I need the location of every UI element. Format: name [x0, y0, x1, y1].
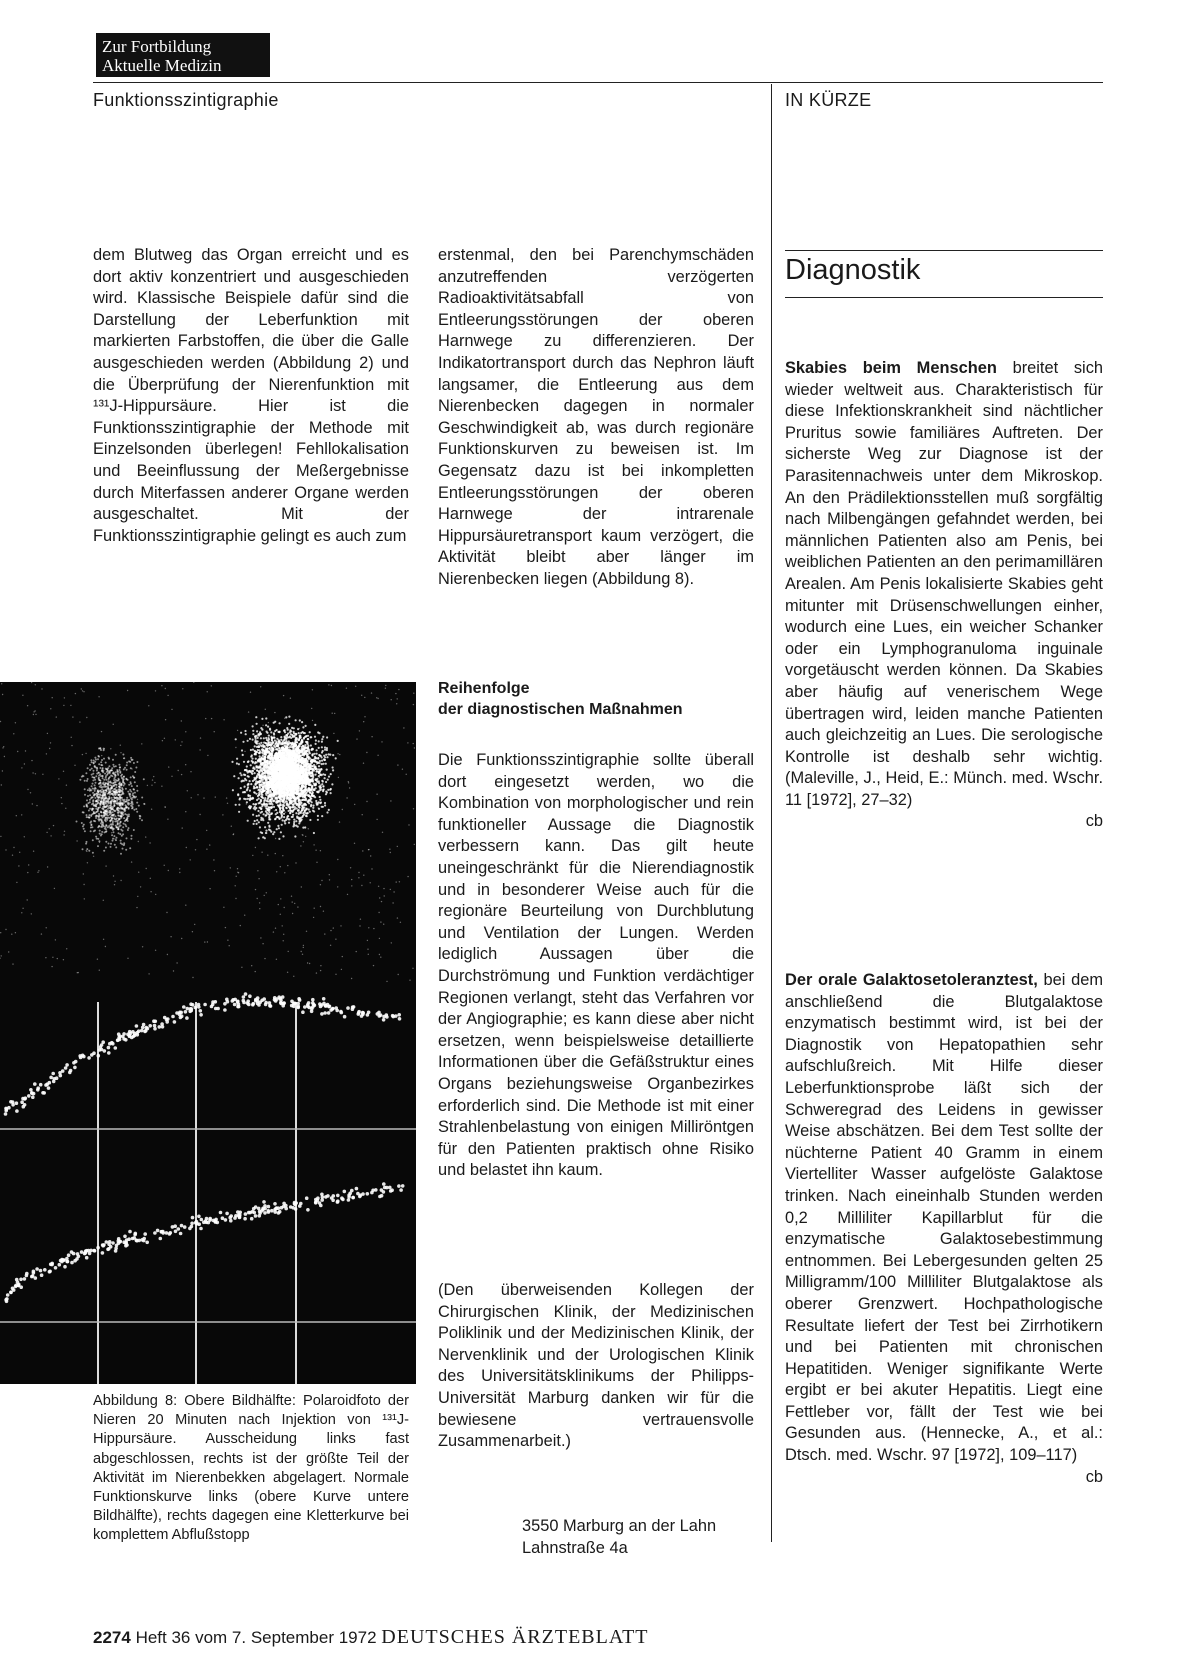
sidebar-heading: Diagnostik [785, 254, 921, 286]
column-2-text [438, 245, 754, 591]
sidebar-divider [771, 84, 772, 1542]
news-item-galactose-lead: Der orale Galaktosetoleranztest, [785, 971, 1038, 989]
column-2-body [438, 750, 754, 1182]
sidebar-heading-rule-bottom [785, 297, 1103, 298]
page-footer [93, 1626, 649, 1649]
news-item-scabies [785, 358, 1103, 833]
subheading-line-2: der diagnostischen Maßnahmen [438, 701, 683, 718]
badge-line-1: Zur Fortbildung [102, 37, 212, 56]
acknowledgement-paragraph: (Den überweisenden Kollegen der Chirurgischen Klinik, der Medizinischen Poliklinik und der Medizinischen Klinik, der Nervenklinik und der Urologischen Klinik des Universitätsklinikums der Philipps-Universität Marburg danken wir für die bewiesene vertrauensvolle Zusammenarbeit.) [438, 1281, 754, 1451]
subheading [438, 678, 754, 720]
section-title: Funktionsszintigraphie [93, 90, 279, 110]
news-item-galactose-text [785, 970, 1103, 1467]
news-item-scabies-body: breitet sich wieder weltweit aus. Charakteristisch für diese Infektionskrankheit sind nächtlicher Pruritus sowie familiäres Auftreten. Der sicherste Weg zur Diagnose ist der Parasitennachweis unter dem Mikroskop. An den Prädilektionsstellen muß sorgfältig nach Milbengängen gefahndet werden, bei männlichen Patienten also am Penis, bei weiblichen Patienten an den perimamillären Arealen. Am Penis lokalisierte Skabies geht mitunter mit Drüsenschwellungen einher, wodurch eine Lues, ein weicher Schanker oder ein Lymphogranuloma inguinale vorgetäuscht werden können. Da Skabies aber häufig auf venerischem Wege übertragen wird, leiden manche Patienten auch gleichzeitig an Lues. Die serologische Kontrolle ist deshalb sehr wichtig. (Maleville, J., Heid, E.: Münch. med. Wschr. 11 [1972], 27–32) [785, 359, 1104, 809]
news-item-scabies-text [785, 358, 1103, 811]
column-1-text [93, 245, 409, 547]
address-line-2: Lahnstraße 4a [522, 1538, 628, 1557]
scintigraphy-figure [0, 682, 416, 1384]
address [522, 1516, 762, 1559]
news-item-scabies-signature: cb [1085, 812, 1103, 831]
scintigraphy-image [0, 682, 416, 1384]
news-item-scabies-lead: Skabies beim Menschen [785, 359, 997, 377]
column-1-paragraph: dem Blutweg das Organ erreicht und es dort aktiv konzentriert und ausgeschieden wird. Klassische Beispiele dafür sind die Darstellung der Leberfunktion mit markierten Farbstoffen, die über die Galle ausgeschieden werden (Abbildung 2) und die Überprüfung der Nierenfunktion mit ¹³¹J-Hippursäure. Hier ist die Funktionsszintigraphie der Methode mit Einzelsonden überlegen! Fehllokalisation und Beeinflussung der Meßergebnisse durch Miterfassen anderer Organe werden ausgeschaltet. Mit der Funktionsszintigraphie gelingt es auch zum [93, 246, 409, 545]
sidebar-heading-rule-top [785, 250, 1103, 251]
badge-line-2: Aktuelle Medizin [102, 56, 222, 75]
header-rule [93, 82, 1103, 83]
issue-info: Heft 36 vom 7. September 1972 [135, 1628, 377, 1647]
section-badge [96, 33, 270, 77]
subheading-line-1: Reihenfolge [438, 680, 530, 697]
address-line-1: 3550 Marburg an der Lahn [522, 1517, 717, 1535]
sidebar-title: IN KÜRZE [785, 90, 872, 110]
figure-caption: Abbildung 8: Obere Bildhälfte: Polaroidfoto der Nieren 20 Minuten nach Injektion von ¹³¹J-Hippursäure. Ausscheidung links fast abgeschlossen, rechts ist der größte Teil der Aktivität im Nierenbekken abgelagert. Normale Funktionskurve links (obere Kurve untere Bildhälfte), rechts dagegen eine Kletterkurve bei komplettem Abflußstopp [93, 1393, 409, 1544]
acknowledgement [438, 1280, 754, 1453]
journal-name: DEUTSCHES ÄRZTEBLATT [381, 1626, 649, 1648]
column-2-paragraph-2: Die Funktionsszintigraphie sollte überall dort eingesetzt werden, wo die Kombination von morphologischer und rein funktioneller Aussage die Diagnostik verbessern kann. Das gilt heute uneingeschränkt für die Nierendiagnostik und in besonderer Weise auch für die regionäre Beurteilung von Durchblutung und Ventilation der Lungen. Werden lediglich Aussagen über die Durchströmung und Funktion verdächtiger Regionen verlangt, steht das Verfahren vor der Angiographie; es kann diese aber nicht ersetzen, wenn beispielsweise detaillierte Informationen über die Gefäßstruktur eines Organs beziehungsweise Organbezirkes erforderlich sind. Die Methode ist mit einer Strahlenbelastung von einigen Milliröntgen für den Patienten praktisch ohne Risiko und belastet ihn kaum. [438, 751, 754, 1180]
news-item-galactose [785, 970, 1103, 1488]
page-number: 2274 [93, 1628, 131, 1647]
news-item-galactose-signature: cb [1085, 1467, 1103, 1486]
column-2-paragraph-1: erstenmal, den bei Parenchymschäden anzutreffenden verzögerten Radioaktivitätsabfall von Entleerungsstörungen der oberen Harnwege zu differenzieren. Der Indikatortransport durch das Nephron läuft langsamer, die Entleerung aus dem Nierenbecken dagegen in normaler Geschwindigkeit ab, was durch regionäre Funktionskurven zu beweisen ist. Im Gegensatz dazu ist bei inkompletten Entleerungsstörungen der oberen Harnwege der intrarenale Hippursäuretransport kaum verzögert, die Aktivität bleibt aber länger im Nierenbecken liegen (Abbildung 8). [438, 246, 754, 588]
news-item-galactose-body: bei dem anschließend die Blutgalaktose enzymatisch bestimmt wird, ist bei der Diagnostik von Hepatopathien sehr aufschlußreich. Mit Hilfe dieser Leberfunktionsprobe läßt sich der Schweregrad des Leidens in gewisser Weise abschätzen. Bei dem Test sollte der nüchterne Patient 40 Gramm in einem Viertelliter Wasser aufgelöste Galaktose trinken. Nach eineinhalb Stunden werden 0,2 Milliliter Kapillarblut für die enzymatische Galaktosebestimmung entnommen. Bei Lebergesunden gelten 25 Milligramm/100 Milliliter Blutgalaktose als oberer Grenzwert. Hochpathologische Resultate liefert der Test bei Zirrhotikern und bei Patienten mit chronischen Hepatitiden. Weniger signifikante Werte ergibt er bei akuter Hepatitis. Liegt eine Fettleber vor, fällt der Test wie bei Gesunden aus. (Hennecke, A., et al.: Dtsch. med. Wschr. 97 [1972], 109–117) [785, 971, 1103, 1465]
